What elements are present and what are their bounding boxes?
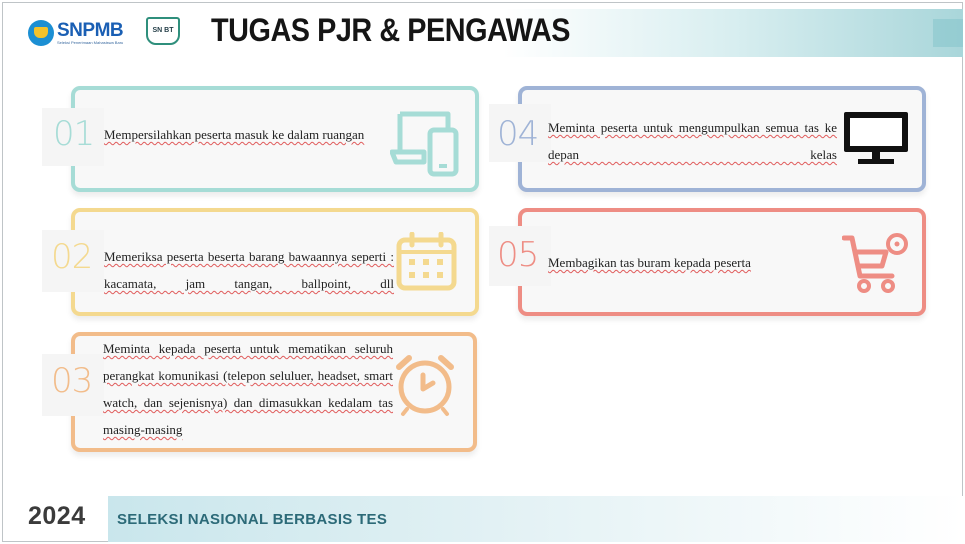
monitor-icon — [842, 110, 910, 166]
task-text: Memeriksa peserta beserta barang bawaannya seperti : kacamata, jam tangan, ballpoint, dll — [104, 249, 394, 291]
footer-text: SELEKSI NASIONAL BERBASIS TES — [117, 511, 388, 528]
task-number: 03 — [51, 361, 93, 401]
logo-tagline: Seleksi Penerimaan Mahasiswa Baru — [57, 40, 124, 45]
task-text: Meminta kepada peserta untuk mematikan seluruh perangkat komunikasi (telepon seluluer, headset, smart watch, dan sejenisnya) dan dimasukkan kedalam tas masing-masing — [103, 341, 393, 437]
cart-icon — [842, 232, 910, 296]
alarm-clock-icon — [393, 353, 457, 417]
task-number: 05 — [497, 235, 539, 275]
task-number: 04 — [497, 114, 539, 154]
page-title: TUGAS PJR & PENGAWAS — [211, 12, 571, 48]
task-text: Membagikan tas buram kepada peserta — [548, 255, 751, 270]
devices-icon — [390, 108, 462, 178]
snpmb-logo — [28, 18, 123, 48]
task-number: 02 — [51, 237, 93, 277]
snbt-badge: SN BT — [146, 17, 180, 45]
logo-emblem-icon — [28, 20, 54, 46]
calendar-icon — [396, 232, 458, 292]
footer-year: 2024 — [28, 502, 86, 530]
task-number: 01 — [53, 114, 95, 154]
task-text: Meminta peserta untuk mengumpulkan semua tas ke depan kelas — [548, 120, 837, 162]
logo-text: SNPMB — [57, 20, 124, 41]
task-text: Mempersilahkan peserta masuk ke dalam ruangan — [104, 127, 365, 142]
